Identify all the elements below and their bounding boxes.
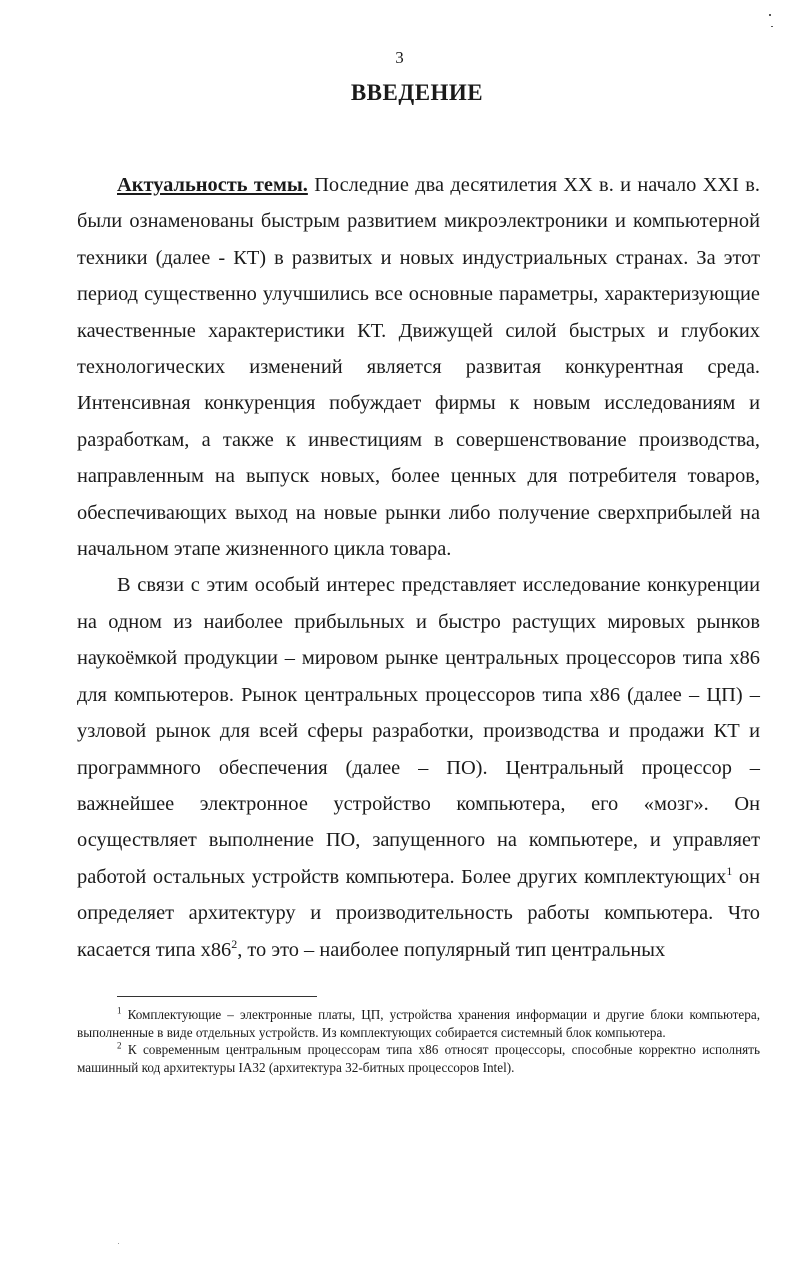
- footnote-mark-2: 2: [117, 1040, 122, 1051]
- paragraph-relevance-text: Последние два десятилетия XX в. и начало XXI в. были ознаменованы быстрым развитием микроэлектроники и компьютерной техники (далее - КТ) в развитых и новых индустриальных странах. За этот период существенно улучшились все основные параметры, характеризующие качественные характеристики КТ. Движущей силой быстрых и глубоких технологических изменений является развитая конкурентная среда. Интенсивная конкуренция побуждает фирмы к новым исследованиям и разработкам, а также к инвестициям в совершенствование производства, направленным на выпуск новых, более ценных для потребителя товаров, обеспечивающих выход на новые рынки либо получение сверхприбылей на начальном этапе жизненного цикла товара.: [77, 174, 760, 561]
- footnote-ref-1[interactable]: 1: [726, 863, 733, 878]
- relevance-lead-in: Актуальность темы.: [117, 174, 308, 196]
- page-title: ВВЕДЕНИЕ: [350, 80, 484, 105]
- scan-artifact-dot: [771, 26, 773, 27]
- page-number: 3: [395, 48, 404, 67]
- footnote-2: [77, 1041, 760, 1076]
- scan-artifact-dot: [118, 1243, 119, 1244]
- body-text: [77, 167, 760, 968]
- paragraph-cpu-market: [77, 567, 760, 967]
- footnote-ref-2[interactable]: 2: [231, 936, 238, 951]
- footnote-divider: [117, 996, 317, 997]
- paragraph-cpu-market-text-3: , то это – наиболее популярный тип центральных: [237, 938, 666, 961]
- footnote-mark-1: 1: [117, 1005, 122, 1016]
- paragraph-cpu-market-text-2: он определяет архитектуру и производительность работы компьютера. Что касается типа x86: [77, 865, 760, 961]
- footnote-1: [77, 1006, 760, 1041]
- scan-artifact-dot: [769, 14, 771, 16]
- paragraph-relevance: [77, 167, 760, 567]
- footnotes: [77, 1006, 760, 1076]
- footnote-2-text: К современным центральным процессорам типа x86 относят процессоры, способные корректно исполнять машинный код архитектуры IA32 (архитектура 32-битных процессоров Intel).: [77, 1042, 760, 1075]
- footnote-1-text: Комплектующие – электронные платы, ЦП, устройства хранения информации и другие блоки компьютера, выполненные в виде отдельных устройств. Из комплектующих собирается системный блок компьютера.: [77, 1007, 760, 1040]
- paragraph-cpu-market-text-1: В связи с этим особый интерес представляет исследование конкуренции на одном из наиболее прибыльных и быстро растущих мировых рынков наукоёмкой продукции – мировом рынке центральных процессоров типа x86 для компьютеров. Рынок центральных процессоров типа x86 (далее – ЦП) – узловой рынок для всей сферы разработки, производства и продажи КТ и программного обеспечения (далее – ПО). Центральный процессор – важнейшее электронное устройство компьютера, его «мозг». Он осуществляет выполнение ПО, запущенного на компьютере, и управляет работой остальных устройств компьютера. Более других комплектующих: [77, 574, 760, 888]
